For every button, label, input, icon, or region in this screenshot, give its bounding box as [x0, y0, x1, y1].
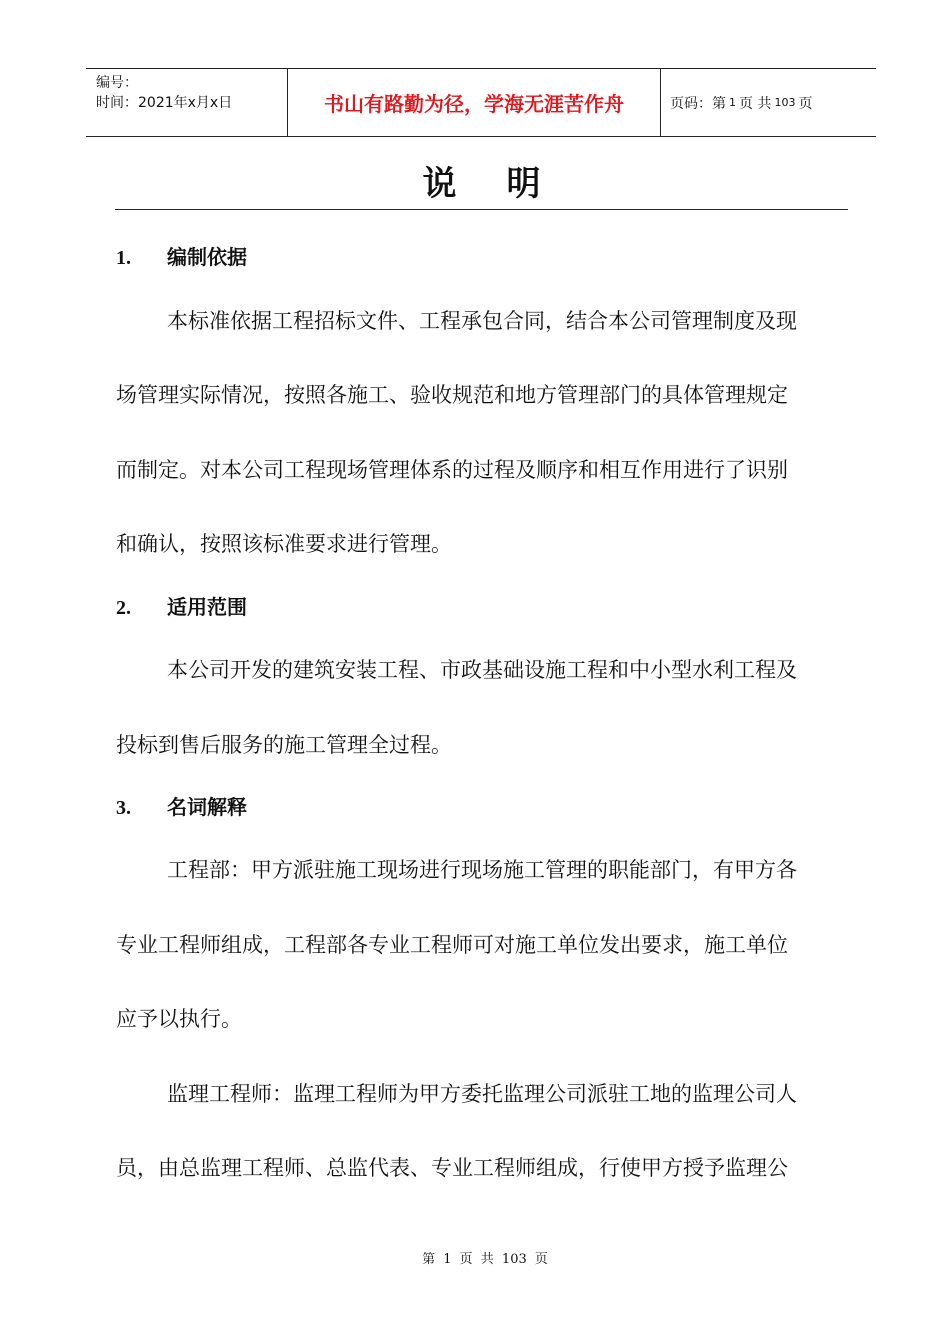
section-heading-1	[116, 243, 247, 272]
document-date: 时间：2021年x月x日	[96, 95, 233, 111]
body-line: 而制定。对本公司工程现场管理体系的过程及顺序和相互作用进行了识别	[116, 458, 788, 482]
title-underline	[115, 209, 848, 210]
body-line: 和确认，按照该标准要求进行管理。	[116, 532, 452, 556]
header-meta	[86, 69, 288, 136]
body-line: 工程部：甲方派驻施工现场进行现场施工管理的职能部门，有甲方各	[167, 858, 797, 882]
page-mid: 页 共	[739, 95, 772, 112]
body-line: 监理工程师：监理工程师为甲方委托监理公司派驻工地的监理公司人	[167, 1082, 797, 1106]
section-heading-2	[116, 593, 247, 622]
page-footer: 第 1 页 共 103 页	[422, 1252, 548, 1267]
document-number-label: 编号：	[96, 75, 138, 91]
section-title: 适用范围	[167, 595, 247, 619]
section-title: 名词解释	[167, 795, 247, 819]
document-title: 说明	[422, 164, 591, 204]
body-line: 场管理实际情况，按照各施工、验收规范和地方管理部门的具体管理规定	[116, 383, 788, 407]
body-line: 专业工程师组成，工程部各专业工程师可对施工单位发出要求，施工单位	[116, 933, 788, 957]
header-page-info	[661, 69, 876, 136]
section-heading-3	[116, 793, 247, 822]
body-line: 本公司开发的建筑安装工程、市政基础设施工程和中小型水利工程及	[167, 658, 797, 682]
section-title: 编制依据	[167, 245, 247, 269]
section-number: 3.	[116, 797, 131, 819]
page-suffix: 页	[798, 95, 813, 112]
header-motto: 书山有路勤为径，学海无涯苦作舟	[288, 69, 661, 136]
body-line: 员，由总监理工程师、总监代表、专业工程师组成，行使甲方授予监理公	[116, 1156, 788, 1180]
page-header	[86, 68, 876, 137]
page-current: 1	[729, 96, 736, 109]
body-line: 应予以执行。	[116, 1007, 242, 1031]
section-number: 1.	[116, 247, 131, 269]
section-number: 2.	[116, 597, 131, 619]
body-line: 投标到售后服务的施工管理全过程。	[116, 733, 452, 757]
page-total: 103	[774, 96, 796, 109]
page-prefix: 页码：第	[670, 95, 726, 112]
body-line: 本标准依据工程招标文件、工程承包合同，结合本公司管理制度及现	[167, 309, 797, 333]
